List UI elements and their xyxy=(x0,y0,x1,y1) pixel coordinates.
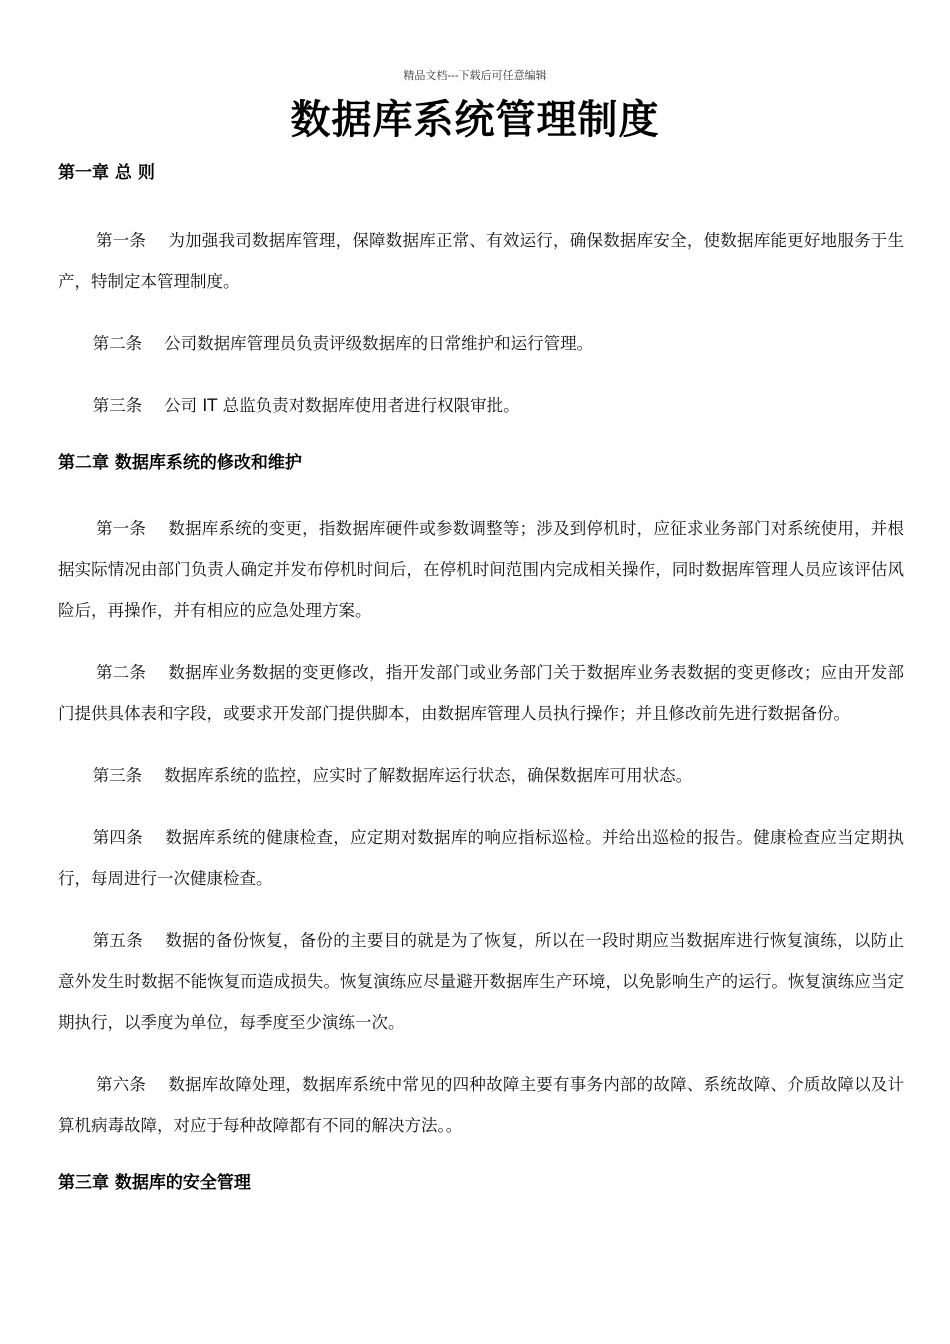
article-label: 第五条 xyxy=(92,931,144,950)
article-label: 第二条 xyxy=(95,663,147,682)
article-text: 公司 IT 总监负责对数据库使用者进行权限审批。 xyxy=(164,396,520,415)
article-text: 为加强我司数据库管理，保障数据库正常、有效运行，确保数据库安全，使数据库能更好地服务于生产，特制定本管理制度。 xyxy=(58,231,905,291)
article-text: 数据的备份恢复，备份的主要目的就是为了恢复，所以在一段时期应当数据库进行恢复演练，以防止意外发生时数据不能恢复而造成损失。恢复演练应尽量避开数据库生产环境，以免影响生产的运行。恢复演练应当定期执行，以季度为单位，每季度至少演练一次。 xyxy=(58,931,905,1032)
article-label: 第三条 xyxy=(92,766,143,785)
document-body xyxy=(58,158,904,1198)
chapter-2-article-6 xyxy=(58,1064,904,1146)
article-label: 第三条 xyxy=(92,396,143,415)
article-label: 第一条 xyxy=(95,231,147,250)
chapter-2-article-5 xyxy=(58,920,904,1043)
chapter-1-heading: 第一章 总 则 xyxy=(58,163,155,183)
article-text: 数据库系统的变更，指数据库硬件或参数调整等；涉及到停机时，应征求业务部门对系统使用，并根据实际情况由部门负责人确定并发布停机时间后，在停机时间范围内完成相关操作，同时数据库管理人员应该评估风险后，再操作，并有相应的应急处理方案。 xyxy=(58,519,905,620)
chapter-2-article-4 xyxy=(58,817,904,899)
article-label: 第二条 xyxy=(92,334,143,353)
chapter-2-heading: 第二章 数据库系统的修改和维护 xyxy=(58,453,302,473)
chapter-1-article-1 xyxy=(58,220,904,302)
chapter-3-heading: 第三章 数据库的安全管理 xyxy=(58,1173,251,1193)
article-label: 第四条 xyxy=(92,828,144,847)
article-text: 数据库故障处理，数据库系统中常见的四种故障主要有事务内部的故障、系统故障、介质故障以及计算机病毒故障，对应于每种故障都有不同的解决方法。。 xyxy=(58,1075,905,1135)
article-text: 数据库系统的健康检查，应定期对数据库的响应指标巡检。并给出巡检的报告。健康检查应当定期执行，每周进行一次健康检查。 xyxy=(58,828,905,888)
chapter-2-article-2 xyxy=(58,652,904,734)
chapter-2-article-1 xyxy=(58,508,904,631)
document-title: 数据库系统管理制度 xyxy=(290,97,660,143)
watermark-text: 精品文档---下载后可任意编辑 xyxy=(403,69,547,82)
article-text: 数据库业务数据的变更修改，指开发部门或业务部门关于数据库业务表数据的变更修改；应由开发部门提供具体表和字段，或要求开发部门提供脚本，由数据库管理人员执行操作；并且修改前先进行数据备份。 xyxy=(58,663,905,723)
chapter-1-article-2 xyxy=(58,323,904,364)
chapter-1-article-3 xyxy=(58,385,904,426)
article-label: 第一条 xyxy=(95,519,147,538)
article-text: 公司数据库管理员负责评级数据库的日常维护和运行管理。 xyxy=(164,334,594,353)
article-label: 第六条 xyxy=(95,1075,147,1094)
article-text: 数据库系统的监控，应实时了解数据库运行状态，确保数据库可用状态。 xyxy=(164,766,693,785)
chapter-2-article-3 xyxy=(58,755,904,796)
